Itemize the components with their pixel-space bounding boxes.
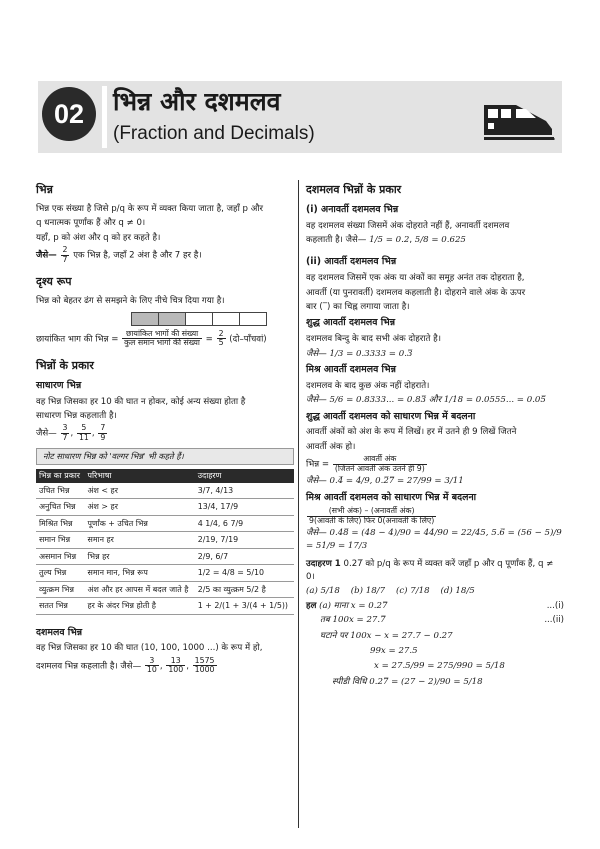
recurring-line2: आवर्ती (या पुनरावर्ती) दशमलव कहलाती है। दोहराने वाले अंक के ऊपर: [306, 287, 526, 298]
mixed-conversion-formula: $\frac{\text{(सभी अंक) – (अनावर्ती अंक)}}{\text{9(आवर्ती के लिए) फिर 0(अनावर्ती के लिए)}}$: [309, 506, 435, 525]
table-row: मिश्रित भिन्न पूर्णांक + उचित भिन्न 4 1/4, 6 7/9: [36, 515, 294, 531]
example-question: उदाहरण 1 0.27̅ को p/q के रूप में व्यक्त करें जहाँ p और q पूर्णांक हैं, q ≠ 0।: [306, 559, 554, 582]
non-recurring-heading: (i) अनावर्ती दशमलव भिन्न: [306, 203, 399, 215]
right-column: [306, 182, 564, 691]
pure-recurring-line1: दशमलव बिन्दु के बाद सभी अंक दोहराते है।: [306, 334, 441, 345]
simple-fraction-line1: वह भिन्न जिसका हर 10 की घात न होकर, कोई अन्य संख्या होता है: [36, 396, 246, 407]
pure-conversion-example: जैसे— 0.4̅ = 4/9, 0.2̅7̅ = 27/99 = 3/11: [306, 476, 464, 487]
table-row: व्युत्क्रम भिन्न अंश और हर आपस में बदल जाते है 2/5 का व्युत्क्रम 5/2 है: [36, 581, 294, 597]
chapter-title-english: (Fraction and Decimals): [113, 123, 315, 144]
table-row: समान भिन्न समान हर 2/19, 7/19: [36, 532, 294, 548]
column-divider: [298, 180, 299, 828]
fraction-definition-line1: भिन्न एक संख्या है जिसे p/q के रूप में व्यक्त किया जाता है, जहाँ p और: [36, 203, 264, 214]
decimal-fraction-line2: दशमलव भिन्न कहलाती है। जैसे— $\frac{3}{10}$ , $\frac{13}{100}$ , $\frac{1575}{1000}$: [36, 655, 215, 675]
fraction-diagram: [131, 312, 294, 326]
non-recurring-line2: कहलाती है। जैसे— 1/5 = 0.2, 5/8 = 0.625: [306, 235, 466, 246]
table-row: असमान भिन्न भिन्न हर 2/9, 6/7: [36, 548, 294, 564]
train-icon: [480, 99, 556, 143]
mixed-recurring-heading: मिश्र आवर्ती दशमलव भिन्न: [306, 363, 396, 375]
solution-line3: घटाने पर 100x − x = 27.7 − 0.27: [320, 630, 453, 641]
fraction-2-7: $\frac{2}{7}$: [62, 245, 68, 264]
pure-recurring-heading: शुद्ध आवर्ती दशमलव भिन्न: [306, 317, 396, 329]
section-visual-heading: दृश्य रूप: [36, 275, 72, 289]
table-row: तुल्य भिन्न समान मान, भिन्न रूप 1/2 = 4/8 = 5/10: [36, 565, 294, 581]
header-divider: [102, 86, 107, 148]
simple-fraction-heading: साधारण भिन्न: [36, 379, 82, 391]
shaded-part: [131, 312, 159, 326]
mixed-conversion-example: जैसे— 0.48̅ = (48 − 4)/90 = 44/90 = 22/45, 5.6̅ = (56 − 5)/9 = 51/9 = 17/3: [306, 528, 562, 551]
table-row: उचित भिन्न अंश < हर 3/7, 4/13: [36, 483, 294, 499]
fraction-example: जैसे— $\frac{2}{7}$ एक भिन्न है, जहाँ 2 अंश है और 7 हर है।: [36, 245, 202, 264]
shaded-fraction-formula: छायांकित भाग की भिन्न = $\frac{\text{छायांकित भागों की संख्या}}{\text{कुल समान भागों की संख्या}}$ = $\frac{2}{5}$ (दो–पाँचवां): [36, 328, 267, 348]
pure-conversion-line1: आवर्ती अंकों को अंश के रूप में लिखें। हर में उतने ही 9 लिखें जितने: [306, 427, 517, 438]
chapter-number-badge: 02: [42, 87, 96, 141]
unshaded-part: [186, 312, 213, 326]
mixed-recurring-example: जैसे— 5/6 = 0.8333... = 0.83̅ और 1/18 = 0.0555... = 0.05̅: [306, 395, 546, 406]
left-column: [36, 182, 294, 677]
mixed-recurring-line1: दशमलव के बाद कुछ अंक नहीं दोहराते।: [306, 380, 430, 391]
solution-line5: x = 27.5/99 = 275/990 = 5/18: [374, 661, 505, 672]
pure-conversion-line2: आवर्ती अंक हो।: [306, 441, 356, 452]
decimal-fraction-heading: दशमलव भिन्न: [36, 626, 83, 638]
table-row: सतत भिन्न हर के अंदर भिन्न होती है 1 + 2/(1 + 3/(4 + 1/5)): [36, 598, 294, 614]
decimal-types-heading: दशमलव भिन्नों के प्रकार: [306, 183, 402, 196]
pure-recurring-example: जैसे— 1/3 = 0.3333 = 0.3̅: [306, 348, 413, 359]
section-types-heading: भिन्नों के प्रकार: [36, 358, 94, 372]
recurring-line1: वह दशमलव जिसमें एक अंक या अंकों का समूह अनंत तक दोहराता है,: [306, 273, 525, 284]
table-row: अनुचित भिन्न अंश > हर 13/4, 17/9: [36, 499, 294, 515]
visual-intro: भिन्न को बेहतर ढंग से समझने के लिए नीचे चित्र दिया गया है।: [36, 296, 225, 307]
section-fraction-heading: भिन्न: [36, 183, 53, 196]
fraction-definition-line2: q धनात्मक पूर्णांक हैं और q ≠ 0।: [36, 218, 146, 229]
solution-line4: 99x = 27.5: [370, 646, 418, 656]
simple-fraction-line2: साधारण भिन्न कहलाती है।: [36, 410, 117, 421]
unshaded-part: [213, 312, 240, 326]
decimal-fraction-line1: वह भिन्न जिसका हर 10 की घात (10, 100, 1000 ...) के रूप में हो,: [36, 643, 263, 654]
speedy-method: स्पीडी विधि 0.27̅ = (27 − 2)/90 = 5/18: [332, 676, 483, 687]
solution-line1: हल (a) माना x = 0.27̅ ...(i): [306, 600, 564, 611]
note-box: नोट साधारण भिन्न को 'वल्गर भिन्न' भी कहते हैं।: [36, 448, 294, 466]
table-header-row: भिन्न का प्रकार परिभाषा उदाहरण: [36, 469, 294, 482]
non-recurring-line1: वह दशमलव संख्या जिसमें अंक दोहराते नहीं हैं, अनावर्ती दशमलव: [306, 220, 510, 231]
recurring-heading: (ii) आवर्ती दशमलव भिन्न: [306, 256, 397, 268]
example-options: (a) 5/18 (b) 18/7 (c) 7/18 (d) 18/5: [306, 586, 475, 597]
chapter-title-hindi: भिन्न और दशमलव: [113, 87, 281, 116]
pure-conversion-heading: शुद्ध आवर्ती दशमलव को साधारण भिन्न में बदलना: [306, 410, 476, 422]
mixed-conversion-heading: मिश्र आवर्ती दशमलव को साधारण भिन्न में बदलना: [306, 491, 477, 503]
unshaded-part: [240, 312, 267, 326]
fraction-types-table: [36, 469, 294, 614]
pure-conversion-formula: भिन्न = $\frac{\text{आवर्ती अंक}}{\text{(जितने आवर्ती अंक उतने ही 9)}}$: [306, 454, 425, 473]
simple-fraction-example: जैसे— $\frac{3}{7}$ , $\frac{5}{11}$ , $\frac{7}{9}$: [36, 423, 106, 442]
solution-line2: तब 100x = 27.7̅ ...(ii): [320, 615, 564, 626]
shaded-part: [159, 312, 186, 326]
fraction-definition-line3: यहाँ, p को अंश और q को हर कहते है।: [36, 232, 161, 243]
recurring-line3: बार (‾) का चिह्न लगाया जाता है।: [306, 302, 410, 312]
solution-working: [306, 614, 564, 688]
